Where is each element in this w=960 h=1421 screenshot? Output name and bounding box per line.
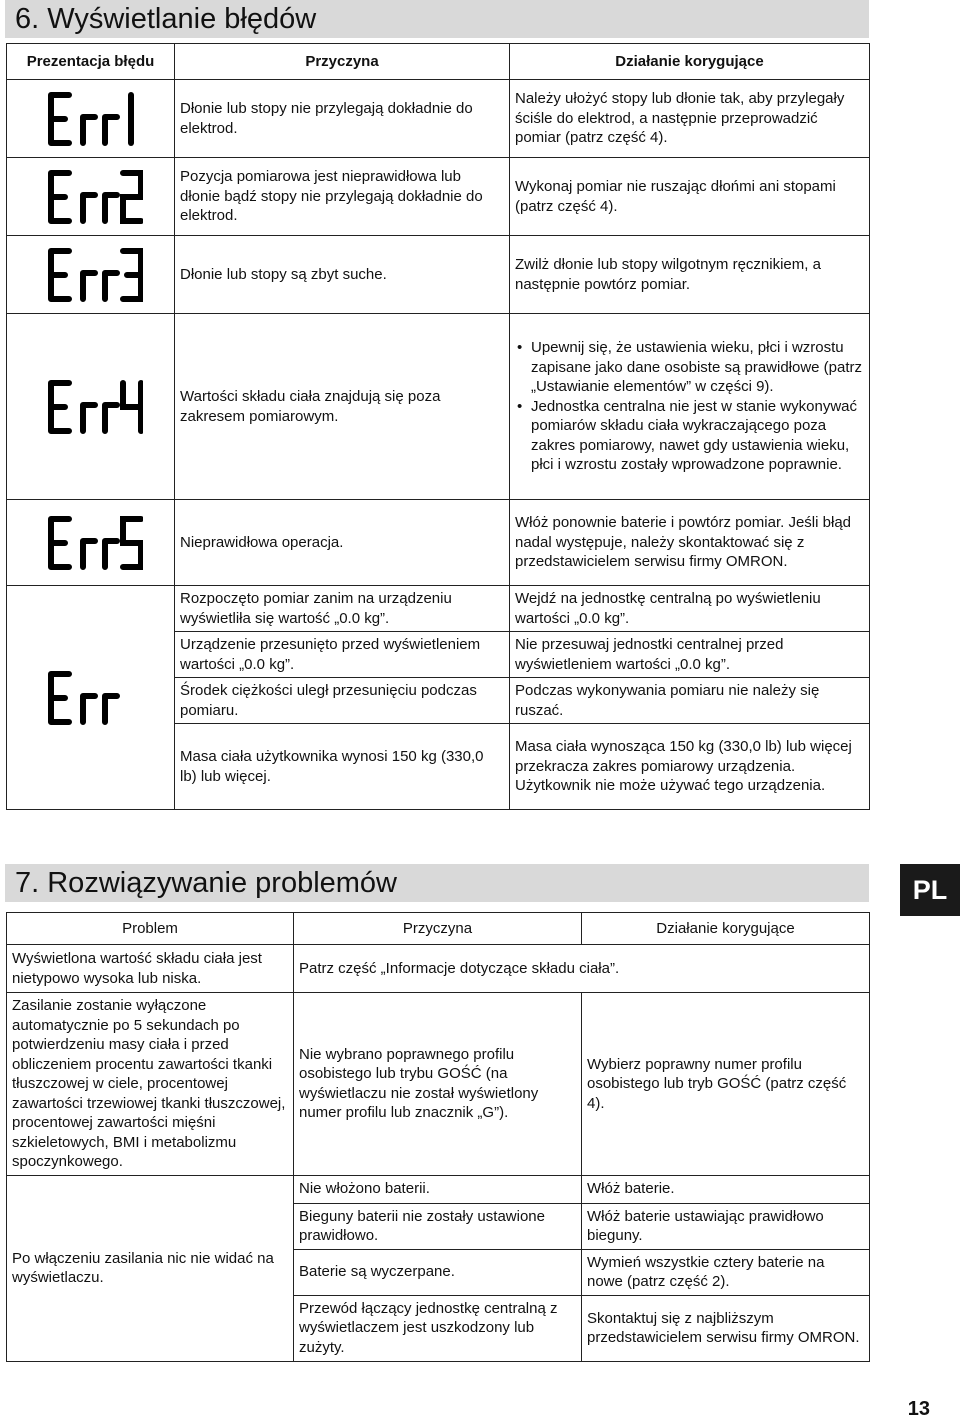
language-tab: PL — [900, 864, 960, 916]
cause-cell: Dłonie lub stopy nie przylegają dokładnie do elektrod. — [175, 80, 510, 158]
cause-cell: Baterie są wyczerpane. — [294, 1249, 582, 1295]
err1-display-icon — [43, 89, 143, 149]
cause-cell: Pozycja pomiarowa jest nieprawidłowa lub dłonie bądź stopy nie przylegają dokładnie do elektrod. — [175, 158, 510, 236]
problem-cell: Po włączeniu zasilania nic nie widać na wyświetlaczu. — [7, 1175, 294, 1361]
error-table — [6, 43, 870, 810]
cause-cell: Przewód łączący jednostkę centralną z wyświetlaczem jest uszkodzony lub zużyty. — [294, 1295, 582, 1361]
table-row — [7, 500, 870, 586]
bullet-item: • Upewnij się, że ustawienia wieku, płci i wzrostu zapisane jako dane osobiste są prawidłowe (patrz „Ustawianie elementów” w części 9). — [515, 338, 864, 397]
problem-cell: Zasilanie zostanie wyłączone automatycznie po 5 sekundach po potwierdzeniu masy ciała i przed obliczeniem procentu zawartości tkanki tłuszczowej w ciele, procentowej zawartości trzewiowej tkanki tłuszczowej, procentowej zawartości mięśni szkieletowych, BMI i metabolizmu spoczynkowego. — [7, 993, 294, 1176]
problem-cell: Wyświetlona wartość składu ciała jest nietypowo wysoka lub niska. — [7, 945, 294, 993]
header-error: Prezentacja błędu — [7, 44, 175, 80]
error-code-display — [7, 314, 175, 500]
action-cell: Masa ciała wynosząca 150 kg (330,0 lb) lub więcej przekracza zakres pomiarowy urządzenia. Użytkownik nie może używać tego urządzenia. — [510, 724, 870, 810]
error-code-display — [7, 500, 175, 586]
action-cell: Włóż ponownie baterie i powtórz pomiar. Jeśli błąd nadal występuje, należy skontaktować się z przedstawicielem serwisu firmy OMRON. — [510, 500, 870, 586]
cause-cell: Bieguny baterii nie zostały ustawione prawidłowo. — [294, 1203, 582, 1249]
cause-cell: Urządzenie przesunięto przed wyświetleniem wartości „0.0 kg”. — [175, 632, 510, 678]
table-row — [7, 314, 870, 500]
cause-cell: Masa ciała użytkownika wynosi 150 kg (330,0 lb) lub więcej. — [175, 724, 510, 810]
section-6-title: 6. Wyświetlanie błędów — [5, 0, 869, 38]
action-cell: Zwilż dłonie lub stopy wilgotnym ręcznikiem, a następnie powtórz pomiar. — [510, 236, 870, 314]
cause-cell: Patrz część „Informacje dotyczące składu ciała”. — [294, 945, 870, 993]
cause-cell: Dłonie lub stopy są zbyt suche. — [175, 236, 510, 314]
action-cell: Wejdź na jednostkę centralną po wyświetleniu wartości „0.0 kg”. — [510, 586, 870, 632]
action-cell: Podczas wykonywania pomiaru nie należy się ruszać. — [510, 678, 870, 724]
section-7-title: 7. Rozwiązywanie problemów — [5, 864, 869, 902]
action-cell: Wykonaj pomiar nie ruszając dłońmi ani stopami (patrz część 4). — [510, 158, 870, 236]
table-row — [7, 586, 870, 632]
header-cause: Przyczyna — [175, 44, 510, 80]
troubleshooting-table — [6, 912, 870, 1362]
action-cell: Włóż baterie. — [582, 1175, 870, 1203]
table-row — [7, 993, 870, 1176]
err2-display-icon — [43, 167, 143, 227]
cause-cell: Rozpoczęto pomiar zanim na urządzeniu wyświetliła się wartość „0.0 kg”. — [175, 586, 510, 632]
error-code-display — [7, 236, 175, 314]
cause-cell: Wartości składu ciała znajdują się poza zakresem pomiarowym. — [175, 314, 510, 500]
action-cell: Włóż baterie ustawiając prawidłowo bieguny. — [582, 1203, 870, 1249]
header-action: Działanie korygujące — [510, 44, 870, 80]
table-row — [7, 945, 870, 993]
bullet-item: • Jednostka centralna nie jest w stanie wykonywać pomiarów składu ciała wykraczającego poza zakres pomiarowy, nawet gdy ustawienia wieku, płci i wzrostu zostały wprowadzone poprawnie. — [515, 397, 864, 475]
table-row — [7, 80, 870, 158]
header-cause: Przyczyna — [294, 913, 582, 945]
action-cell: Wybierz poprawny numer profilu osobistego lub tryb GOŚĆ (patrz część 4). — [582, 993, 870, 1176]
cause-cell: Nieprawidłowa operacja. — [175, 500, 510, 586]
err5-display-icon — [43, 513, 143, 573]
action-cell: Wymień wszystkie cztery baterie na nowe (patrz część 2). — [582, 1249, 870, 1295]
cause-cell: Nie włożono baterii. — [294, 1175, 582, 1203]
error-code-display — [7, 586, 175, 810]
action-cell — [510, 314, 870, 500]
table-row — [7, 236, 870, 314]
err3-display-icon — [43, 245, 143, 305]
error-code-display — [7, 158, 175, 236]
cause-cell: Środek ciężkości uległ przesunięciu podczas pomiaru. — [175, 678, 510, 724]
page-number: 13 — [907, 1398, 930, 1420]
table-row — [7, 1175, 870, 1203]
err-display-icon — [43, 668, 143, 728]
err4-display-icon — [43, 377, 143, 437]
header-problem: Problem — [7, 913, 294, 945]
header-action: Działanie korygujące — [582, 913, 870, 945]
action-cell: Skontaktuj się z najbliższym przedstawicielem serwisu firmy OMRON. — [582, 1295, 870, 1361]
cause-cell: Nie wybrano poprawnego profilu osobistego lub trybu GOŚĆ (na wyświetlaczu nie został wyświetlony numer profilu lub znacznik „G”). — [294, 993, 582, 1176]
table-row — [7, 158, 870, 236]
action-cell: Nie przesuwaj jednostki centralnej przed wyświetleniem wartości „0.0 kg”. — [510, 632, 870, 678]
error-code-display — [7, 80, 175, 158]
action-cell: Należy ułożyć stopy lub dłonie tak, aby przylegały ściśle do elektrod, a następnie przeprowadzić pomiar (patrz część 4). — [510, 80, 870, 158]
